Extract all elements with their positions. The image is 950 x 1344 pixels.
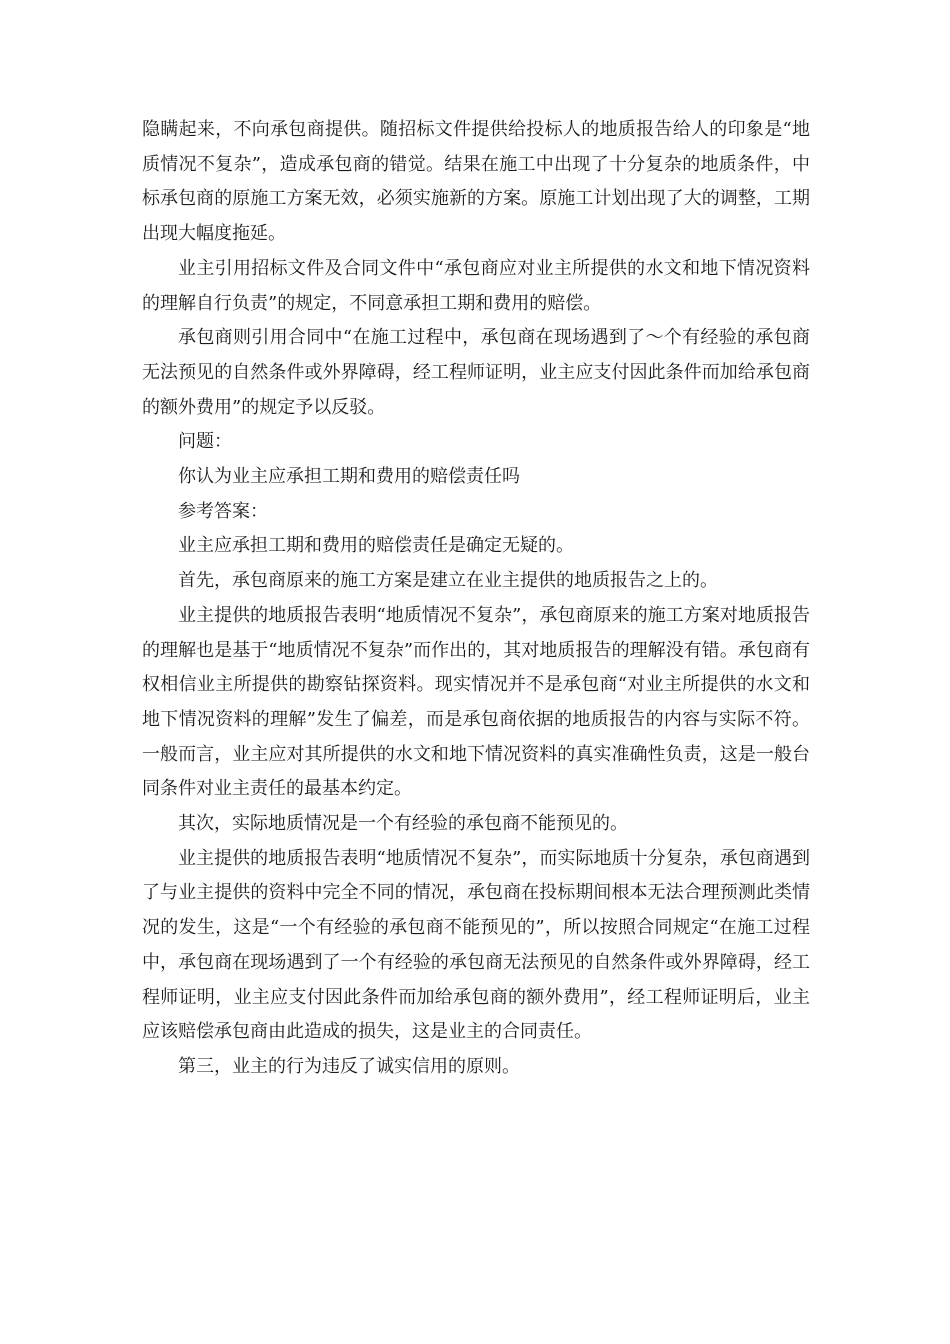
paragraph-1: 隐瞒起来，不向承包商提供。随招标文件提供给投标人的地质报告给人的印象是“地质情况不复杂”，造成承包商的错觉。结果在施工中出现了十分复杂的地质条件，中标承包商的原施工方案无效，必须实施新的方案。原施工计划出现了大的调整，工期出现大幅度拖延。 [142,119,810,245]
question-text: 你认为业主应承担工期和费用的赔偿责任吗 [178,466,520,488]
answer-conclusion: 业主应承担工期和费用的赔偿责任是确定无疑的。 [178,535,574,557]
question-heading: 问题： [178,431,232,453]
paragraph-3: 承包商则引用合同中“在施工过程中，承包商在现场遇到了～个有经验的承包商无法预见的自然条件或外界障碍，经工程师证明，业主应支付因此条件而加给承包商的额外费用”的规定予以反驳。 [142,327,810,418]
document-body [142,113,810,1085]
answer-point-3: 第三，业主的行为违反了诚实信用的原则。 [178,1055,520,1077]
answer-heading: 参考答案： [178,500,268,522]
answer-point-1: 首先，承包商原来的施工方案是建立在业主提供的地质报告之上的。 [178,570,718,592]
answer-point-2-detail: 业主提供的地质报告表明“地质情况不复杂”，而实际地质十分复杂，承包商遇到了与业主提供的资料中完全不同的情况，承包商在投标期间根本无法合理预测此类情况的发生，这是“一个有经验的承包商不能预见的”，所以按照合同规定“在施工过程中，承包商在现场遇到了一个有经验的承包商无法预见的自然条件或外界障碍，经工程师证明，业主应支付因此条件而加给承包商的额外费用”，经工程师证明后，业主应该赔偿承包商由此造成的损失，这是业主的合同责任。 [142,847,810,1043]
answer-point-2: 其次，实际地质情况是一个有经验的承包商不能预见的。 [178,813,628,835]
answer-point-1-detail: 业主提供的地质报告表明“地质情况不复杂”，承包商原来的施工方案对地质报告的理解也是基于“地质情况不复杂”而作出的，其对地质报告的理解没有错。承包商有权相信业主所提供的勘察钻探资料。现实情况并不是承包商“对业主所提供的水文和地下情况资料的理解”发生了偏差，而是承包商依据的地质报告的内容与实际不符。一般而言，业主应对其所提供的水文和地下情况资料的真实准确性负责，这是一般台同条件对业主责任的最基本约定。 [142,604,810,800]
paragraph-2: 业主引用招标文件及合同文件中“承包商应对业主所提供的水文和地下情况资料的理解自行负责”的规定，不同意承担工期和费用的赔偿。 [142,257,810,314]
